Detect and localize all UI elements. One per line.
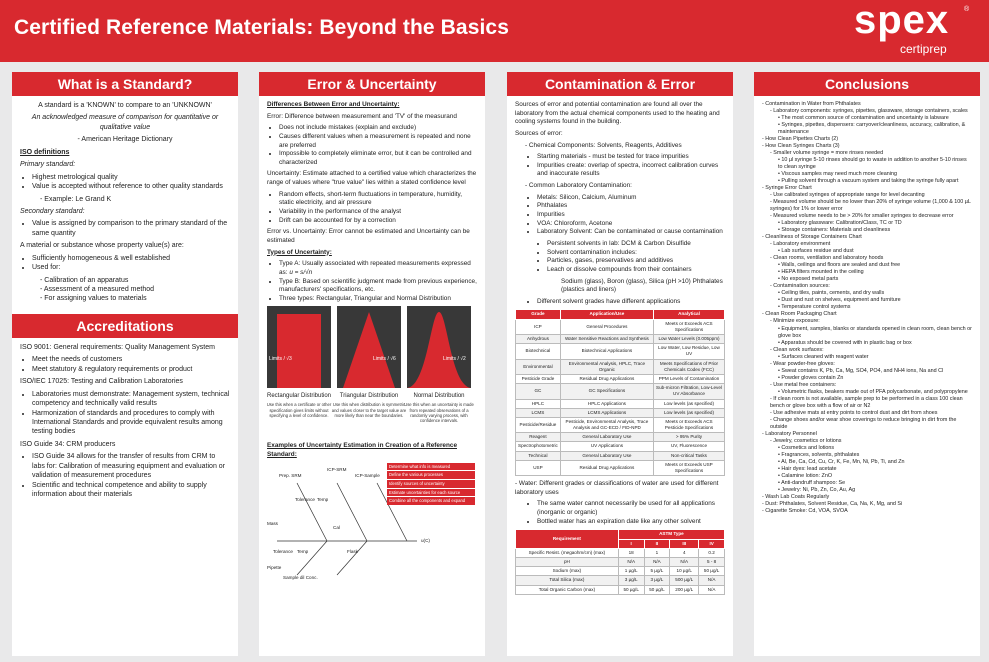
conclusion-line: • Equipment, samples, blanks or standards opened in clean room, clean bench or glove box	[778, 325, 972, 339]
heading-accreditations: Accreditations	[12, 314, 238, 338]
fishbone-diagram	[267, 463, 477, 583]
table-row	[516, 417, 725, 432]
table-cell: General Procedures	[560, 319, 653, 334]
table-cell: Biotechnical	[516, 344, 561, 359]
conclusion-line: - Cleanliness of Storage Containers Chart	[762, 234, 862, 241]
table-row	[516, 344, 725, 359]
table-cell: GC Specifications	[560, 384, 653, 399]
table-cell: 3 µg/L	[618, 576, 644, 585]
conclusion-line: - How Clean Pipettes Charts (2)	[762, 136, 839, 143]
table-cell: Meets or Exceeds ACS Specifications	[653, 319, 724, 334]
rectangular-plot	[267, 306, 331, 388]
table-cell: 500 µg/L	[670, 576, 699, 585]
iso-17025: ISO/IEC 17025: Testing and Calibration Laboratories	[20, 378, 183, 386]
conclusion-line: • HEPA filters mounted in the ceiling	[778, 269, 864, 276]
formula: u = s/√n	[289, 268, 313, 276]
list-item: • Used for:	[32, 263, 230, 272]
list-item: • Random effects, short-term fluctuations in temperature, humidity, static electricity, and air pressure	[279, 191, 477, 208]
list-item: • The same water cannot necessarily be used for all applications (inorganic or organic)	[537, 500, 725, 517]
table-cell: HPLC Applications	[560, 399, 653, 408]
logo-word: spex	[854, 0, 950, 42]
used-for-item: - Assessment of a measured method	[40, 286, 154, 293]
table-cell: HPLC	[516, 399, 561, 408]
conclusion-line: - Measured volume should be no lower than 20% of syringe volume (1,000 & 100 µL syringes) for 1% or lower error	[770, 199, 971, 213]
conclusion-line: - Clean work surfaces:	[770, 346, 824, 353]
table-row	[516, 319, 725, 334]
table-row	[516, 442, 725, 451]
conclusion-line: • Jewelry: Ni, Pb, Zn, Co, Au, Ag	[778, 486, 856, 493]
fish-label: Tolerance	[273, 548, 293, 554]
iso-17025-list	[20, 390, 230, 437]
table-cell: Total Silica (max)	[516, 576, 619, 585]
table-cell: LCMS	[516, 408, 561, 417]
rect-label: Rectangular Distribution	[266, 393, 332, 400]
secondary-list	[20, 219, 230, 238]
conclusion-line: • The most common source of contamination and uncertainty is labware	[778, 115, 949, 122]
list-item: • Solvent contamination includes:	[547, 249, 725, 258]
table-header: II	[644, 539, 670, 548]
fish-label: Cal	[333, 524, 340, 530]
table-cell: 50 µg/L	[644, 585, 670, 594]
table-cell: Pesticide Grade	[516, 374, 561, 383]
fish-label: ICP-SRM	[327, 466, 347, 472]
conclusion-line: • Laboratory glassware: Calibration/Class, TC or TD	[778, 220, 902, 227]
list-item: • ISO Guide 34 allows for the transfer of results from CRM to labs for: Calibration of measuring equipment and evaluation or validation of measurement procedures	[32, 452, 230, 480]
conclusion-line: • Anti-dandruff shampoo: Se	[778, 479, 846, 486]
error-vs-uncertainty: Error vs. Uncertainty: Error cannot be estimated and Uncertainty can be estimated	[267, 228, 470, 244]
standard-body	[12, 96, 238, 312]
used-for-item: - Calibration of an apparatus	[40, 276, 129, 284]
table-cell: Meets or Exceeds ACS Pesticide Specifications	[653, 417, 724, 432]
conclusion-line: - Syringe Error Chart	[762, 185, 812, 192]
error-definition: Error: Difference between measurement and 'TV' of the measurand	[267, 112, 457, 120]
table-row	[516, 576, 725, 585]
list-item: • Highest metrological quality	[32, 173, 230, 182]
poster-header	[0, 0, 989, 62]
conclusion-line: • Powder gloves contain Zn	[778, 374, 844, 381]
heading-error-uncertainty: Error & Uncertainty	[259, 72, 485, 96]
table-cell: Low levels (as specified)	[653, 399, 724, 408]
water-list	[515, 500, 725, 526]
conclusion-line: • Cosmetics and lotions	[778, 444, 835, 451]
list-item: • Different solvent grades have different applications	[537, 298, 725, 307]
iso-guide-34: ISO Guide 34: CRM producers	[20, 440, 116, 448]
conclusion-line: - Cigarette Smoke: Cd, VOA, SVOA	[762, 507, 848, 514]
fish-label: Temp	[317, 496, 329, 502]
heading-contamination: Contamination & Error	[507, 72, 733, 96]
conclusion-line: - Use metal free containers:	[770, 381, 837, 388]
types-title: Types of Uncertainty:	[267, 248, 332, 256]
column-standard	[12, 72, 238, 656]
table-cell: 50 µg/L	[618, 585, 644, 594]
conclusion-line: - Laboratory Personnel	[762, 430, 817, 437]
table-cell: 50 µg/L	[699, 567, 725, 576]
type-a: Type A: Usually associated with repeated measurements expressed as:	[279, 260, 471, 276]
normal-label: Normal Distribution	[413, 393, 465, 400]
conclusion-line: - Minimize exposure:	[770, 318, 820, 325]
list-item: • Harmonization of standards and procedures to comply with International Standards and provide equivalent results among testing bodies	[32, 409, 230, 437]
solvent-list	[515, 240, 725, 275]
conclusion-line: - Laboratory components: syringes, pipettes, glassware, storage containers, scales	[770, 108, 968, 115]
table-row	[516, 374, 725, 383]
solvent-grade-table	[515, 309, 725, 476]
list-item: • Does not include mistakes (explain and exclude)	[279, 124, 477, 133]
conclusion-line: - Clean Room Packaging Chart	[762, 311, 837, 318]
heading-conclusions: Conclusions	[754, 72, 980, 96]
conclusion-line: - Dust: Phthalates, Solvent Residue, Ca, Na, K, Mg, and Si	[762, 500, 903, 507]
conclusion-line: • Viscous samples may need much more cleaning	[778, 171, 897, 178]
table-cell: GC	[516, 384, 561, 399]
primary-list	[20, 173, 230, 192]
table-cell: Water Sensitive Reactions and Synthesis	[560, 335, 653, 344]
conclusion-line: - Smaller volume syringe = more rinses needed	[770, 150, 884, 157]
example-title: Examples of Uncertainty Estimation in Creation of a Reference Standard:	[267, 442, 457, 459]
conclusion-line: • Ceiling tiles, paints, cements, and dry walls	[778, 290, 885, 297]
fish-label: Mass	[267, 520, 278, 526]
table-cell: N/A	[670, 557, 699, 566]
list-item: • VOA: Chloroform, Acetone	[537, 220, 725, 229]
table-header: III	[670, 539, 699, 548]
iso-9001-list	[20, 355, 230, 374]
conclusion-line: - Laboratory environment	[770, 241, 831, 248]
table-cell: General Laboratory Use	[560, 433, 653, 442]
accreditations-body	[12, 338, 238, 508]
fish-label: Flask	[347, 548, 358, 554]
table-cell: PPM Levels of Contamination	[653, 374, 724, 383]
conclusion-line: • Lab surfaces residue and dust	[778, 248, 854, 255]
conclusion-line: • Calamine lotion: ZnO	[778, 472, 833, 479]
list-item: • Sufficiently homogeneous & well established	[32, 254, 230, 263]
list-item: • Impurities	[537, 211, 725, 220]
table-cell: 10 µg/L	[670, 567, 699, 576]
column-error-uncertainty	[259, 72, 485, 656]
table-row	[516, 433, 725, 442]
tri-fraction: Limits / √6	[373, 356, 396, 363]
table-cell: USP	[516, 460, 561, 475]
list-item: • Leach or dissolve compounds from their containers	[547, 266, 725, 275]
table-cell: Spectrophotometric	[516, 442, 561, 451]
conclusion-line: • Dust and rust on shelves, equipment and furniture	[778, 297, 901, 304]
conclusion-line: • Al, Be, Ca, Cd, Cu, Cr, K, Fe, Mn, Ni, Pb, Ti, and Zn	[778, 458, 905, 465]
list-item: • Laboratories must demonstrate: Management system, technical competency and technically valid results	[32, 390, 230, 409]
table-cell: Environmental Analysis, HPLC, Trace Organic	[560, 359, 653, 374]
table-cell: Reagent	[516, 433, 561, 442]
table-cell: Pesticide/Residue	[516, 417, 561, 432]
chemical-components: - Chemical Components: Solvents, Reagents, Additives	[525, 141, 682, 149]
table-cell: 5 µg/L	[644, 567, 670, 576]
tri-label: Triangular Distribution	[339, 393, 399, 400]
process-step: Estimate uncertainties for each source	[387, 489, 475, 498]
process-step: Determine what info is measured	[387, 463, 475, 472]
normal-plot	[407, 306, 471, 388]
distribution-figures	[267, 306, 477, 442]
list-item: • Causes different values when a measurement is repeated and none are preferred	[279, 133, 477, 150]
table-cell: Meets or Exceeds USP Specifications	[653, 460, 724, 475]
conclusion-line: • Sweat contains K, Pb, Ca, Mg, SO4, PO4, and NH4 ions, Na and Cl	[778, 367, 944, 374]
list-item: • Value is assigned by comparison to the primary standard of the same quantity	[32, 219, 230, 238]
contamination-body	[507, 96, 733, 600]
list-item: • Meet statutory & regulatory requirements or product	[32, 365, 230, 374]
conclusions-body	[754, 96, 980, 520]
contamination-intro: Sources of error and potential contamination are found all over the laboratory from the actual chemical components used to the heating and cooling systems found in the building.	[515, 101, 720, 126]
table-cell: Residual Drug Applications	[560, 460, 653, 475]
table-cell: pH	[516, 557, 619, 566]
column-conclusions	[754, 72, 980, 656]
table-row	[516, 384, 725, 399]
list-item: • Phthalates	[537, 202, 725, 211]
conclusion-line: - How Clean Syringes Charts (3)	[762, 143, 840, 150]
table-cell: Low Water Levels (0.005ppm)	[653, 335, 724, 344]
material-def: A material or substance whose property value(s) are:	[20, 242, 184, 250]
table-cell: Technical	[516, 451, 561, 460]
conclusion-line: • Surfaces cleaned with reagent water	[778, 353, 869, 360]
common-contamination: - Common Laboratory Contamination:	[525, 182, 632, 190]
water-intro: - Water: Different grades or classifications of water are used for different laboratory uses	[515, 480, 719, 496]
table-cell: LCMS Applications	[560, 408, 653, 417]
list-item	[279, 260, 477, 277]
table-cell: Total Organic Carbon (max)	[516, 585, 619, 594]
conclusion-line: - Contamination sources:	[770, 283, 830, 290]
conclusion-line: - Clean rooms, ventilation and laboratory hoods	[770, 255, 884, 262]
grades-list	[515, 298, 725, 307]
table-row	[516, 451, 725, 460]
conclusion-line: • Pulling solvent through a vacuum system and taking the syringe fully apart	[778, 178, 959, 185]
conclusion-line: - Wear powder-free gloves:	[770, 360, 835, 367]
conclusion-line: • Fragrances, solvents, phthalates	[778, 451, 860, 458]
table-cell: 18	[618, 548, 644, 557]
list-item: • Drift can be accounted for by a correction	[279, 217, 477, 226]
table-row	[516, 335, 725, 344]
table-row	[516, 557, 725, 566]
chemical-list	[515, 153, 725, 179]
uncertainty-list	[267, 191, 477, 226]
table-cell: Non-critical Tasks	[653, 451, 724, 460]
table-cell: General Laboratory Use	[560, 451, 653, 460]
process-step: Define the various processes	[387, 471, 475, 480]
conclusion-line: • Walls, ceilings and floors are sealed and dust free	[778, 262, 901, 269]
conclusion-line: - Measured volume needs to be > 20% for smaller syringes to decrease error	[770, 213, 954, 220]
error-list	[267, 124, 477, 167]
list-item: • Impurities create: overlap of spectra, incorrect calibration curves and inaccurate results	[537, 162, 725, 179]
quote-source: - American Heritage Dictionary	[77, 136, 173, 144]
list-item: • Three types: Rectangular, Triangular and Normal Distribution	[279, 295, 477, 304]
table-cell: Residual Drug Applications	[560, 374, 653, 383]
list-item: • Particles, gases, preservatives and additives	[547, 257, 725, 266]
list-item: • Impossible to completely eliminate error, but it can be controlled and characterized	[279, 150, 477, 167]
leach-examples: Sodium (glass), Boron (glass), Silica (pH >10) Phthalates (plastics and liners)	[561, 277, 723, 294]
table-header: I	[618, 539, 644, 548]
logo-subtitle: certiprep	[900, 42, 947, 56]
table-cell: N/A	[618, 557, 644, 566]
table-cell: Anhydrous	[516, 335, 561, 344]
error-body	[259, 96, 485, 588]
table-cell: Low levels (as specified)	[653, 408, 724, 417]
rect-fraction: Limits / √3	[269, 356, 292, 363]
table-cell: 200 µg/L	[670, 585, 699, 594]
conclusion-line: - Use calibrated syringes of appropriate range for level decanting	[770, 192, 925, 199]
tri-desc: Use this when distribution is symmetric and values closer to the target value are more likely than near the boundaries.	[331, 402, 407, 418]
process-step: Combine all the components and expand	[389, 498, 466, 504]
table-row	[516, 359, 725, 374]
normal-fraction: Limits / √2	[443, 356, 466, 363]
table-cell: 1 µg/L	[618, 567, 644, 576]
table-header: Analytical	[653, 310, 724, 319]
fish-label: ICP-Sample	[355, 472, 380, 478]
guide-34-list	[20, 452, 230, 499]
fish-label: Temp	[297, 548, 309, 554]
conclusion-line: • Hair dyes: lead acetate	[778, 465, 837, 472]
table-cell: Pesticide, Environmental Analysis, Trace Analysis and GC-ECD / FID-NPD	[560, 417, 653, 432]
table-cell: Sodium (max)	[516, 567, 619, 576]
used-for-item: - For assigning values to materials	[40, 295, 147, 303]
conclusion-line: - Contamination in Water from Phthalates	[762, 101, 861, 107]
process-step: Identify sources of uncertainty	[387, 480, 475, 489]
table-cell: 5 - 8	[699, 557, 725, 566]
conclusion-line: - Wash Lab Coats Regularly	[762, 493, 830, 500]
heading-what-is-standard: What is a Standard?	[12, 72, 238, 96]
conclusion-line: - Use adhesive mats at entry points to control dust and dirt from shoes	[770, 409, 938, 416]
rect-desc: Use this when a certificate or other specification gives limits without specifying a level of confidence.	[266, 402, 332, 418]
table-cell: UV, Fluorescence	[653, 442, 724, 451]
conclusion-line: • 10 µl syringe 5-10 rinses should go to waste in addition to another 5-10 rinses to clean syringe	[778, 157, 967, 171]
table-cell: 3 µg/L	[644, 576, 670, 585]
table-row	[516, 567, 725, 576]
primary-example: - Example: Le Grand K	[40, 195, 112, 203]
table-header: IV	[699, 539, 725, 548]
table-cell: > 95% Purity	[653, 433, 724, 442]
table-cell: UV Applications	[560, 442, 653, 451]
table-row	[516, 548, 725, 557]
list-item: • Scientific and technical competence and ability to supply information about their materials	[32, 481, 230, 500]
list-item: • Laboratory Solvent: Can be contaminated or cause contamination	[537, 228, 725, 237]
table-header: ASTM Type	[618, 530, 724, 539]
fish-label: Prep. SRM	[279, 472, 302, 478]
water-type-table	[515, 529, 725, 594]
common-list	[515, 194, 725, 237]
table-cell: N/A	[699, 576, 725, 585]
grade-rows	[516, 319, 725, 476]
list-item: • Persistent solvents in lab: DCM & Carbon Disulfide	[547, 240, 725, 249]
table-cell: Biotechnical Applications	[560, 344, 653, 359]
normal-desc: Use this when an uncertainty is made from repeated observations of a randomly varying process, with confidence intervals.	[404, 402, 474, 424]
list-item: • Type B: Based on scientific judgment made from previous experience, manufacturers' specifications, etc.	[279, 278, 477, 295]
sources-of-error: Sources of error:	[515, 129, 563, 137]
iso-definitions: ISO definitions	[20, 148, 70, 156]
types-list	[267, 260, 477, 303]
fish-label: Sample dil Conc.	[283, 574, 318, 580]
table-cell: 1	[644, 548, 670, 557]
conclusion-line: • Apparatus should be covered with in plastic bag or box	[778, 339, 912, 346]
poster-title: Certified Reference Materials: Beyond the Basics	[14, 16, 509, 39]
table-cell: N/A	[699, 585, 725, 594]
primary-standard: Primary standard:	[20, 161, 76, 169]
fish-label: Pipette	[267, 564, 282, 570]
conclusion-line: • Volumetric flasks, beakers made out of PFA polycarbonate, and polypropylene	[778, 388, 968, 395]
water-rows	[516, 548, 725, 594]
table-cell: ICP	[516, 319, 561, 334]
table-cell: Meets Specifications of Prior Chemicals Codex (FCC)	[653, 359, 724, 374]
standard-quote: An acknowledged measure of comparison for quantitative or qualitative value	[31, 114, 219, 131]
registered-mark: ®	[964, 6, 970, 13]
secondary-standard: Secondary standard:	[20, 207, 85, 215]
list-item: • Bottled water has an expiration date like any other solvent	[537, 518, 725, 527]
conclusion-line: - Jewelry, cosmetics or lotions	[770, 437, 842, 444]
table-cell: Specific Resist. (megaohm/cm) (max)	[516, 548, 619, 557]
conclusion-line: • Temperature control systems	[778, 304, 851, 311]
list-item: • Starting materials - must be tested for trace impurities	[537, 153, 725, 162]
table-cell: 4	[670, 548, 699, 557]
table-cell: Sub-micron Filtration, Low-Level UV Absorbance	[653, 384, 724, 399]
material-list	[20, 254, 230, 273]
table-header: Application/Use	[560, 310, 653, 319]
fish-label: u(C)	[421, 537, 430, 543]
table-cell: 0.2	[699, 548, 725, 557]
table-row	[516, 408, 725, 417]
differences-title: Differences Between Error and Uncertainty:	[267, 101, 400, 108]
process-steps	[387, 463, 475, 505]
fish-label: Tolerance	[295, 496, 315, 502]
spex-logo	[848, 0, 978, 58]
table-row	[516, 460, 725, 475]
standard-intro: A standard is a 'KNOWN' to compare to an 'UNKNOWN'	[38, 102, 212, 109]
conclusion-line: • Storage containers: Materials and cleanliness	[778, 227, 891, 234]
table-cell: Low Water, Low Residue, Low UV	[653, 344, 724, 359]
table-cell: Environmental	[516, 359, 561, 374]
conclusion-line: • Syringes, pipettes, dispensers: carryover/cleanliness, accuracy, calibration, & maintenance	[778, 122, 966, 136]
conclusion-line: • No exposed metal parts	[778, 276, 839, 283]
list-item: • Variability in the performance of the analyst	[279, 208, 477, 217]
uncertainty-definition: Uncertainty: Estimate attached to a certified value which characterizes the range of values where "true value" lies within a stated confidence level	[267, 170, 477, 187]
table-header: Requirement	[516, 530, 619, 548]
table-header: Grade	[516, 310, 561, 319]
list-item: • Value is accepted without reference to other quality standards	[32, 182, 230, 191]
conclusion-line: - If clean room is not available, sample prep to be performed in a class 100 clean bench or glove box with a flow of air or N2	[770, 395, 963, 409]
list-item: • Meet the needs of customers	[32, 355, 230, 364]
table-row	[516, 399, 725, 408]
table-cell: N/A	[644, 557, 670, 566]
triangular-plot	[337, 306, 401, 388]
iso-9001: ISO 9001: General requirements: Quality Management System	[20, 343, 215, 351]
column-contamination	[507, 72, 733, 656]
list-item: • Metals: Silicon, Calcium, Aluminum	[537, 194, 725, 203]
table-row	[516, 585, 725, 594]
conclusion-line: - Change shoes and/or wear shoe coverings to reduce bringing in dirt from the outside	[770, 416, 957, 430]
